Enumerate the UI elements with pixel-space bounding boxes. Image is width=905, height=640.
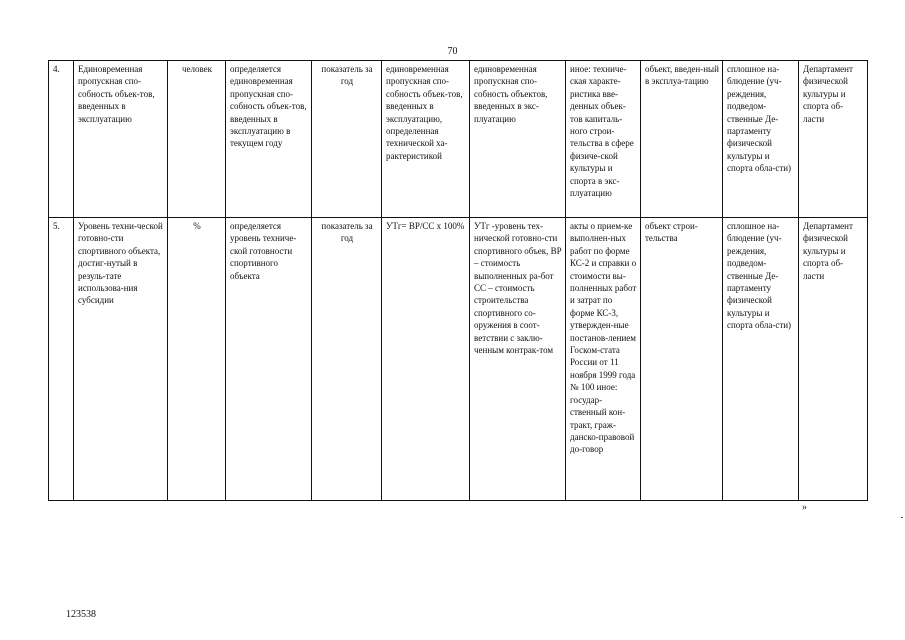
indicator-type: показатель за год — [312, 218, 382, 501]
indicator-name: Единовременная пропускная спо-собность объек-тов, введенных в эксплуатацию — [74, 61, 168, 218]
page-number: 70 — [447, 46, 458, 57]
row-number: 4. — [49, 61, 74, 218]
indicator-definition: определяется уровень техниче-ской готовности спортивного объекта — [226, 218, 312, 501]
observation-unit: объект строи-тельства — [641, 218, 723, 501]
indicator-definition: определяется единовременная пропускная спо-собность объек-тов, введенных в эксплуатацию в текущем году — [226, 61, 312, 218]
data-source: акты о прием-ке выполнен-ных работ по форме КС-2 и справки о стоимости вы-полненных работ и затрат по форме КС-3, утвержден-ные постанов-лением Госком-стата России от 11 ноября 1999 года № 100 иное: государ-ственный кон-тракт, граж-данско-правовой до-говор — [566, 218, 641, 501]
responsible-body: Департамент физической культуры и спорта об-ласти — [799, 61, 868, 218]
observation-unit: объект, введен-ный в эксплуа-тацию — [641, 61, 723, 218]
data-source: иное: техниче-ская характе-ристика вве-денных объек-тов капиталь-ного строи-тельства в сфере физиче-ской культуры и спорта в экс-плуатацию — [566, 61, 641, 218]
collection-method: сплошное на-блюдение (уч-реждения, подведом-ственные Де-партаменту физической культуры и спорта обла-сти) — [723, 218, 799, 501]
basic-indicators: УТг -уровень тех-нической готовно-сти спортивного объек, ВР – стоимость выполненных ра-бот СС – стоимость строительства спортивного со-оружения в соот-ветствии с заклю-ченным контрак-том — [470, 218, 566, 501]
basic-indicators: единовременная пропускная спо-собность объектов, введенных в экс-плуатацию — [470, 61, 566, 218]
calculation-formula: УТг= ВР/СС х 100% — [382, 218, 470, 501]
calculation-formula: единовременная пропускная спо-собность объек-тов, введенных в эксплуатацию, определенная технической ха-рактеристикой — [382, 61, 470, 218]
closing-quote: » — [802, 502, 807, 513]
footer-document-id: 123538 — [66, 609, 96, 620]
unit-of-measure: человек — [168, 61, 226, 218]
indicator-type: показатель за год — [312, 61, 382, 218]
table-row — [49, 218, 868, 501]
responsible-body: Департамент физической культуры и спорта об-ласти — [799, 218, 868, 501]
table-row — [49, 61, 868, 218]
indicator-table — [48, 60, 868, 501]
row-number: 5. — [49, 218, 74, 501]
indicator-name: Уровень техни-ческой готовно-сти спортивного объекта, достиг-нутый в резуль-тате использова-ния субсидии — [74, 218, 168, 501]
scan-edge-mark — [901, 517, 903, 518]
collection-method: сплошное на-блюдение (уч-реждения, подведом-ственные Де-партаменту физической культуры и спорта обла-сти) — [723, 61, 799, 218]
unit-of-measure: % — [168, 218, 226, 501]
